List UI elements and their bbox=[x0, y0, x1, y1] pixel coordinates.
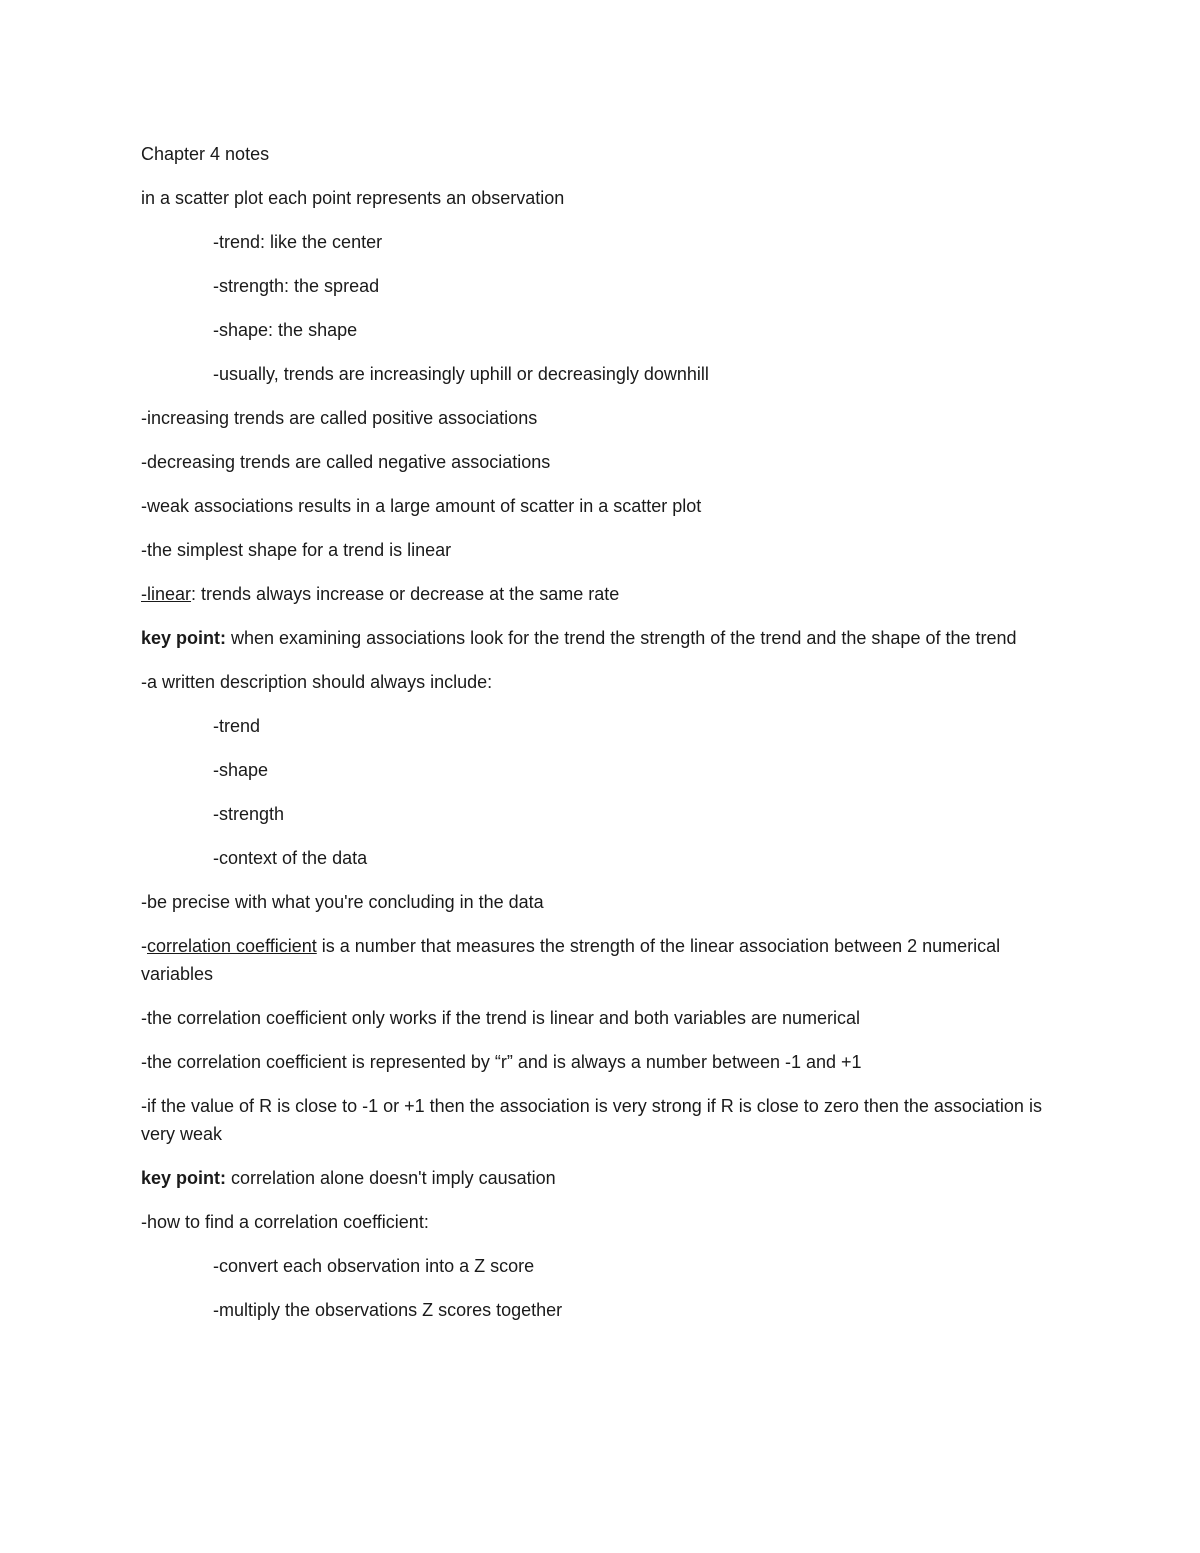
note-subitem: -usually, trends are increasingly uphill or decreasingly downhill bbox=[213, 364, 709, 384]
note-subitem: -context of the data bbox=[213, 848, 368, 868]
key-point-label: key point: bbox=[141, 628, 227, 648]
key-point-label: key point: bbox=[141, 1168, 227, 1188]
key-point-line bbox=[141, 624, 1071, 652]
note-line: -decreasing trends are called negative associations bbox=[141, 452, 551, 472]
note-line: -a written description should always include: bbox=[141, 672, 493, 692]
note-subitem: -trend: like the center bbox=[213, 232, 383, 252]
linear-term: -linear bbox=[141, 584, 192, 604]
note-line: -the correlation coefficient only works if the trend is linear and both variables are numerical bbox=[141, 1008, 861, 1028]
document-body bbox=[141, 140, 1071, 1340]
note-line: -weak associations results in a large amount of scatter in a scatter plot bbox=[141, 496, 702, 516]
correlation-definition: is a number that measures the strength of the linear association between 2 numerical variables bbox=[141, 936, 1001, 984]
note-subitem: -convert each observation into a Z score bbox=[213, 1256, 535, 1276]
note-line: -the simplest shape for a trend is linear bbox=[141, 540, 452, 560]
note-line: -increasing trends are called positive associations bbox=[141, 408, 538, 428]
note-line-linear bbox=[141, 580, 1071, 608]
note-line: in a scatter plot each point represents an observation bbox=[141, 188, 565, 208]
key-point-text: when examining associations look for the trend the strength of the trend and the shape of the trend bbox=[226, 628, 1017, 648]
note-line: -how to find a correlation coefficient: bbox=[141, 1212, 429, 1232]
linear-definition: : trends always increase or decrease at the same rate bbox=[191, 584, 620, 604]
document-title: Chapter 4 notes bbox=[141, 144, 270, 164]
key-point-text: correlation alone doesn't imply causation bbox=[226, 1168, 556, 1188]
note-subitem: -shape bbox=[213, 760, 269, 780]
correlation-term: correlation coefficient bbox=[147, 936, 317, 956]
note-subitem: -shape: the shape bbox=[213, 320, 358, 340]
note-subitem: -multiply the observations Z scores together bbox=[213, 1300, 563, 1320]
note-subitem: -strength bbox=[213, 804, 285, 824]
note-line: -the correlation coefficient is represented by “r” and is always a number between -1 and +1 bbox=[141, 1052, 862, 1072]
note-subitem: -strength: the spread bbox=[213, 276, 380, 296]
key-point-line bbox=[141, 1164, 1071, 1192]
note-line: -be precise with what you're concluding in the data bbox=[141, 892, 544, 912]
dash: - bbox=[141, 936, 147, 956]
note-line-correlation bbox=[141, 932, 1071, 988]
note-line: -if the value of R is close to -1 or +1 then the association is very strong if R is close to zero then the association is very weak bbox=[141, 1096, 1042, 1144]
note-subitem: -trend bbox=[213, 716, 261, 736]
